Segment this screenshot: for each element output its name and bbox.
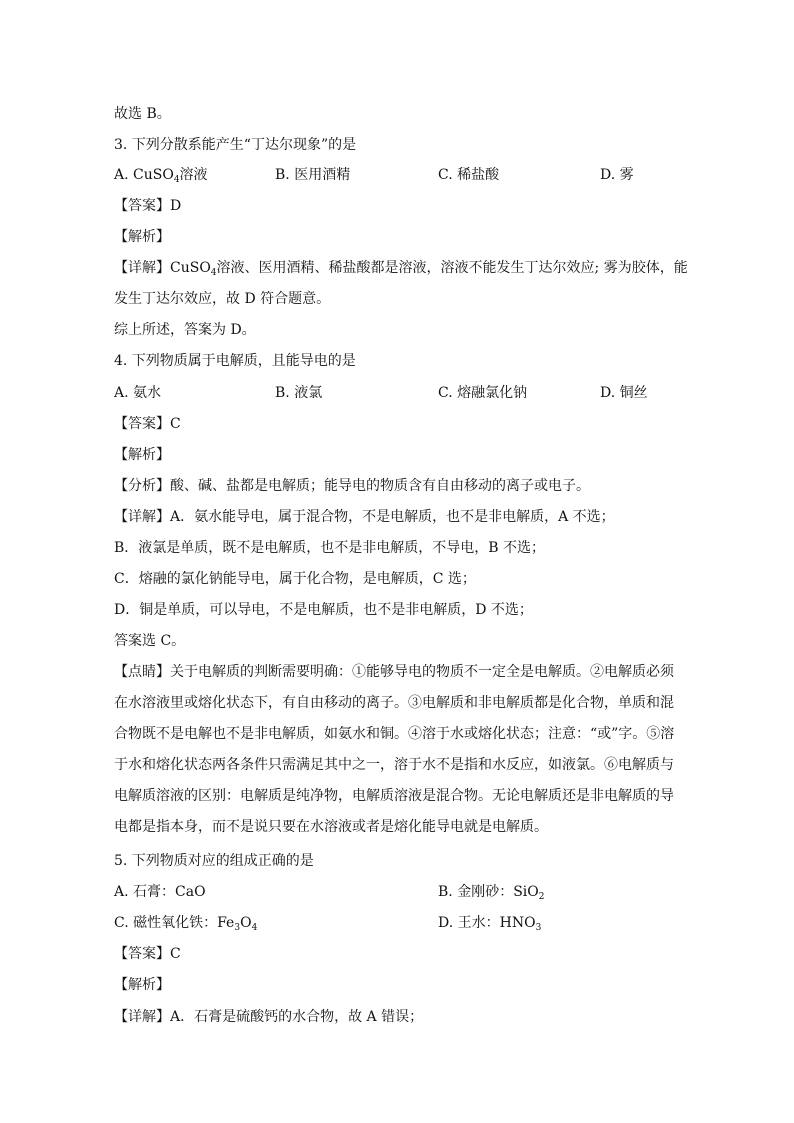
q3-detail-line-1: [114, 258, 688, 278]
q3-option-d: D. 雾: [600, 167, 634, 183]
detail-tag: 【详解】: [114, 260, 170, 276]
detail-text: A．氨水能导电，属于混合物，不是电解质，也不是非电解质，A 不选；: [170, 509, 615, 525]
q4-detail-b: B．液氯是单质，既不是电解质，也不是非电解质，不导电，B 不选；: [114, 540, 546, 556]
q5-option-c-sub1: 3: [234, 923, 241, 933]
q5-option-b-pre: B. 金刚砂：SiO: [438, 884, 539, 900]
tip-tag: 【点睛】: [114, 664, 170, 680]
fenxi-text: 酸、碱、盐都是电解质；能导电的物质含有自由移动的离子或电子。: [170, 478, 590, 494]
detail-tag: 【详解】: [114, 1009, 170, 1025]
q3-option-a-post: 溶液: [179, 167, 208, 183]
answer-tag: 【答案】: [114, 416, 170, 432]
q3-summary: 综上所述，答案为 D。: [114, 322, 256, 338]
question-4: 4. 下列物质属于电解质，且能导电的是: [114, 353, 356, 369]
q5-option-c-sub2: 4: [251, 923, 258, 933]
q3-option-a: [114, 165, 208, 185]
q4-detail-c: C．熔融的氯化钠能导电，属于化合物，是电解质，C 选；: [114, 571, 476, 587]
fenxi-tag: 【分析】: [114, 478, 170, 494]
q5-detail-a: [114, 1007, 423, 1027]
detail-text-part-2: 溶液、医用酒精、稀盐酸都是溶液，溶液不能发生丁达尔效应; 雾为胶体，能: [216, 260, 688, 276]
q5-option-b-sub: 2: [538, 892, 545, 902]
q5-option-c-pre: C. 磁性氧化铁：Fe: [114, 915, 235, 931]
q5-option-d-sub: 3: [535, 923, 542, 933]
answer-value: D: [170, 198, 182, 214]
detail-sub: 4: [210, 268, 217, 278]
detail-text-part-1: CuSO: [170, 260, 211, 276]
q5-option-c: [114, 913, 257, 933]
tip-text: 关于电解质的判断需要明确：①能够导电的物质不一定全是电解质。②电解质必须: [170, 664, 674, 680]
question-5: 5. 下列物质对应的组成正确的是: [114, 853, 314, 869]
q5-option-c-mid: O: [240, 915, 252, 931]
q4-option-b: B. 液氯: [275, 385, 323, 401]
answer-tag: 【答案】: [114, 198, 170, 214]
q4-tip-line-6: 电都是指本身，而不是说只要在水溶液或者是熔化能导电就是电解质。: [114, 819, 548, 835]
q5-answer: [114, 944, 181, 964]
q5-option-d-pre: D. 王水：HNO: [438, 915, 536, 931]
q4-fenxi: [114, 476, 590, 496]
q4-option-d: D. 铜丝: [600, 385, 648, 401]
q4-tip-line-1: [114, 662, 674, 682]
question-3: 3. 下列分散系能产生“丁达尔现象”的是: [114, 137, 357, 153]
q4-tip-line-2: 在水溶液里或熔化状态下，有自由移动的离子。③电解质和非电解质都是化合物，单质和混: [114, 695, 674, 711]
detail-tag: 【详解】: [114, 509, 170, 525]
q4-tip-line-3: 合物既不是电解也不是非电解质，如氨水和铜。④溶于水或熔化状态；注意：“或”字。⑤溶: [114, 726, 675, 742]
q5-option-d: [438, 913, 541, 933]
text-line: 故选 B。: [114, 106, 171, 122]
detail-text: A．石膏是硫酸钙的水合物，故 A 错误；: [170, 1009, 424, 1025]
q3-option-b: B. 医用酒精: [275, 167, 351, 183]
q4-detail-d: D．铜是单质，可以导电，不是电解质，也不是非电解质，D 不选；: [114, 602, 533, 618]
q3-option-a-sub: 4: [173, 175, 180, 185]
q3-option-a-pre: A. CuSO: [114, 167, 174, 183]
q4-analysis-tag: 【解析】: [114, 447, 170, 463]
q5-analysis-tag: 【解析】: [114, 977, 170, 993]
q4-detail-a: [114, 507, 615, 527]
q3-analysis-tag: 【解析】: [114, 229, 170, 245]
q4-option-a: A. 氨水: [114, 385, 162, 401]
q4-option-c: C. 熔融氯化钠: [438, 385, 528, 401]
q5-option-b: [438, 882, 544, 902]
answer-value: C: [170, 416, 181, 432]
q3-answer: [114, 196, 181, 216]
q3-option-c: C. 稀盐酸: [438, 167, 500, 183]
q3-detail-line-2: 发生丁达尔效应，故 D 符合题意。: [114, 291, 331, 307]
answer-tag: 【答案】: [114, 946, 170, 962]
q5-option-a: A. 石膏：CaO: [114, 884, 206, 900]
q4-final: 答案选 C。: [114, 633, 186, 649]
answer-value: C: [170, 946, 181, 962]
q4-answer: [114, 414, 181, 434]
q4-tip-line-5: 电解质溶液的区别：电解质是纯净物，电解质溶液是混合物。无论电解质还是非电解质的导: [114, 788, 674, 804]
q4-tip-line-4: 于水和熔化状态两各条件只需满足其中之一，溶于水不是指和水反应，如液氯。⑥电解质与: [114, 757, 674, 773]
